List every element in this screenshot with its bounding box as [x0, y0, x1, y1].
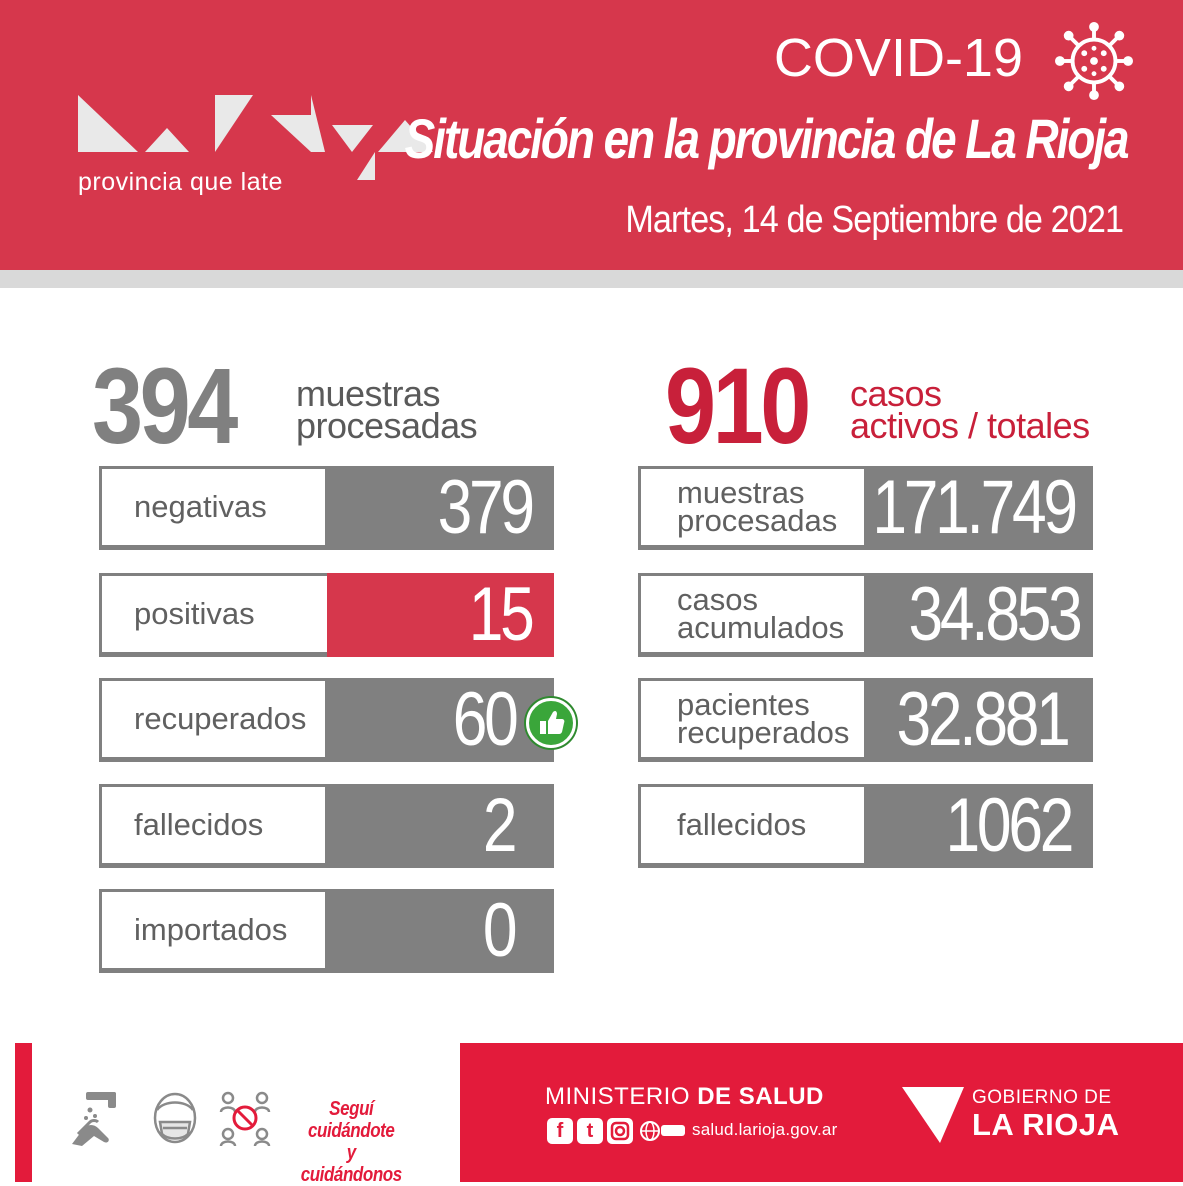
- stat-value-box: [864, 466, 1093, 550]
- face-mask-icon: [150, 1088, 200, 1148]
- twitter-icon[interactable]: t: [577, 1118, 603, 1144]
- stat-value: 60: [453, 677, 516, 762]
- ministry-name: [545, 1083, 824, 1111]
- stat-row-casos-acumulados: [638, 573, 1093, 657]
- stat-row-positivas: [99, 573, 554, 657]
- stat-value: 0: [482, 888, 514, 973]
- stat-label: [677, 582, 845, 645]
- stat-row-recuperados: [99, 678, 554, 762]
- stat-label: negativas: [134, 489, 267, 524]
- government-name: [972, 1088, 1120, 1142]
- stat-value-box: [325, 889, 554, 973]
- stat-label-line: casos: [677, 582, 758, 617]
- website-link[interactable]: salud.larioja.gov.ar: [692, 1120, 838, 1139]
- stat-label-line: fallecidos: [677, 807, 807, 842]
- report-date: Martes, 14 de Septiembre de 2021: [625, 199, 1123, 241]
- stat-label: fallecidos: [134, 807, 264, 842]
- stat-value-box: [325, 466, 554, 550]
- stat-value-box: [864, 784, 1093, 868]
- footer-slogan: [296, 1098, 407, 1186]
- stat-value-box-highlight: [327, 573, 554, 657]
- stat-label-box: [99, 889, 325, 973]
- stat-value-box: [325, 784, 554, 868]
- stat-label: positivas: [134, 596, 255, 631]
- stat-label-box: [638, 573, 864, 657]
- caption-line: procesadas: [296, 405, 478, 446]
- stat-label-box: [638, 678, 864, 762]
- covid-title: COVID-19: [773, 28, 1023, 88]
- stat-label-line: pacientes: [677, 687, 810, 722]
- no-gathering-icon: [218, 1088, 272, 1148]
- stat-value: 379: [437, 465, 532, 550]
- header-banner: [0, 0, 1183, 270]
- la-rioja-logo: [900, 1085, 966, 1145]
- gov-small-text: GOBIERNO DE: [972, 1087, 1112, 1108]
- stat-label-box: [99, 678, 325, 762]
- stat-value: 171.749: [872, 465, 1075, 550]
- slogan-line: Seguí cuidándote: [308, 1098, 395, 1142]
- stat-label-box: [638, 784, 864, 868]
- stat-label-box: [99, 573, 327, 657]
- virus-icon: [1055, 22, 1133, 100]
- web-icon[interactable]: [639, 1119, 687, 1143]
- stat-label-line: procesadas: [677, 503, 838, 538]
- facebook-icon[interactable]: f: [547, 1118, 573, 1144]
- caption-line: casos: [850, 373, 942, 414]
- stat-label-line: muestras: [677, 475, 805, 510]
- stat-row-fallecidos: [99, 784, 554, 868]
- ministry-bold: DE SALUD: [697, 1083, 824, 1110]
- stat-value: 32.881: [896, 677, 1067, 762]
- stat-label-box: [99, 784, 325, 868]
- stat-value: 2: [482, 783, 514, 868]
- daily-samples-caption: [296, 373, 478, 446]
- thumbs-up-icon: [526, 698, 576, 748]
- stat-label-line: recuperados: [677, 715, 850, 750]
- ministry-prefix: MINISTERIO: [545, 1083, 691, 1110]
- stat-label-box: [638, 466, 864, 550]
- slogan-line: y cuidándonos: [300, 1142, 402, 1186]
- stat-row-fallecidos-total: [638, 784, 1093, 868]
- stat-label-line: acumulados: [677, 610, 845, 645]
- stat-row-muestras-procesadas: [638, 466, 1093, 550]
- stat-value-box: [864, 573, 1093, 657]
- stat-label: [677, 807, 807, 842]
- stat-row-negativas: [99, 466, 554, 550]
- stat-label: [677, 475, 838, 538]
- instagram-icon[interactable]: [607, 1118, 633, 1144]
- hand-wash-icon: [68, 1088, 124, 1148]
- total-cases-caption: [850, 373, 1090, 446]
- stat-label: [677, 687, 850, 750]
- stat-value-box: [325, 678, 554, 762]
- daily-samples-number: 394: [92, 345, 235, 466]
- header-subtitle: Situación en la provincia de La Rioja: [405, 107, 1128, 170]
- total-cases-number: 910: [665, 345, 808, 466]
- stat-value-box: [864, 678, 1093, 762]
- caption-line: muestras: [296, 373, 441, 414]
- stat-row-importados: [99, 889, 554, 973]
- caption-line: activos / totales: [850, 405, 1090, 446]
- stat-value: 34.853: [908, 572, 1079, 657]
- stat-label: importados: [134, 912, 288, 947]
- stat-value: 1062: [945, 783, 1071, 868]
- gov-big-text: LA RIOJA: [972, 1107, 1120, 1142]
- stat-label-box: [99, 466, 325, 550]
- stat-label: recuperados: [134, 701, 307, 736]
- stat-value: 15: [469, 572, 532, 657]
- footer-accent-bar: [15, 1043, 32, 1182]
- header-shadow-strip: [0, 270, 1183, 288]
- stat-row-pacientes-recuperados: [638, 678, 1093, 762]
- logo-tagline: provincia que late: [78, 168, 283, 196]
